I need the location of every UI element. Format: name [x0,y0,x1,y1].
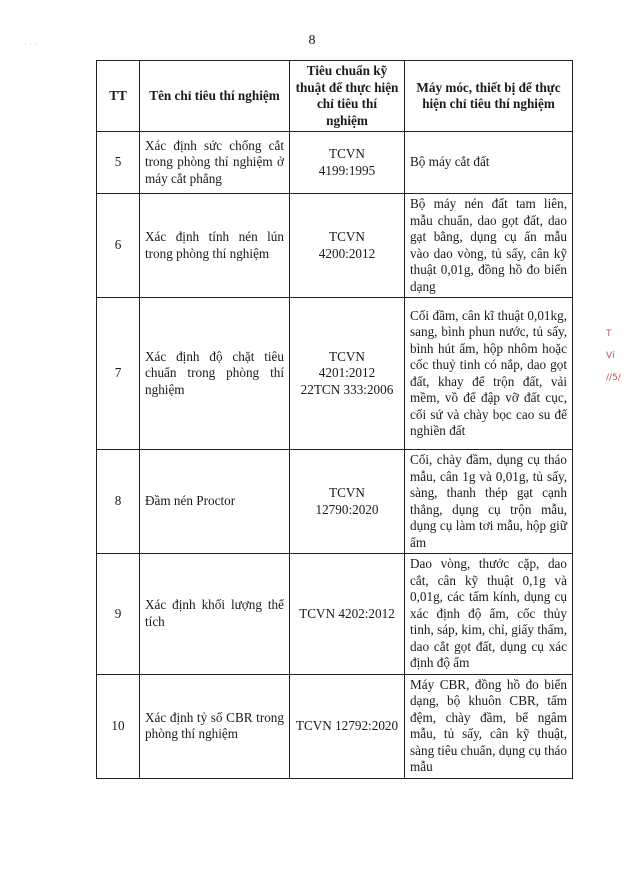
header-standard: Tiêu chuẩn kỹ thuật để thực hiện chỉ tiêu thí nghiệm [290,61,405,132]
row-test-name: Xác định khối lượng thể tích [140,554,290,675]
stamp-fragment: Ví [606,351,615,361]
header-equipment: Máy móc, thiết bị để thực hiện chỉ tiêu thí nghiệm [405,61,573,132]
row-test-name: Xác định tỷ số CBR trong phòng thí nghiệm [140,674,290,778]
row-equipment: Máy CBR, đồng hồ đo biến dạng, bộ khuôn CBR, tấm đệm, chày đầm, bể ngâm mẫu, tủ sấy, cân kỹ thuật, sàng tiêu chuẩn, dụng cụ tháo mẫu [405,674,573,778]
row-test-name: Xác định độ chặt tiêu chuẩn trong phòng thí nghiệm [140,298,290,450]
standard-line: TCVN 12792:2020 [295,717,399,733]
row-equipment: Dao vòng, thước cặp, dao cắt, cân kỹ thuật 0,1g và 0,01g, các tấm kính, dụng cụ xác định độ ẩm, cốc thủy tinh, sáp, kim, chỉ, giấy thấm, dao cắt gọt đất, dụng cụ xác định độ ẩm [405,554,573,675]
page-number: 8 [308,33,316,48]
table-row [97,298,573,450]
table-row [97,132,573,194]
standard-line: 12790:2020 [315,501,379,517]
row-standard [290,298,405,450]
margin-stamp [606,300,624,400]
row-standard [290,194,405,298]
row-tt: 8 [97,450,140,554]
row-tt: 9 [97,554,140,675]
row-test-name: Đầm nén Proctor [140,450,290,554]
table-row [97,554,573,675]
header-name: Tên chỉ tiêu thí nghiệm [140,61,290,132]
table-row [97,194,573,298]
row-standard [290,674,405,778]
table-row [97,674,573,778]
table-row [97,450,573,554]
standard-line: 4200:2012 [318,245,376,261]
standard-line: 22TCN 333:2006 [300,381,394,397]
stamp-fragment: //5/ [606,373,621,383]
standard-line: TCVN 4202:2012 [299,605,395,621]
row-equipment: Cối đầm, cân kĩ thuật 0,01kg, sang, bình phun nước, tủ sấy, bình hút ẩm, hộp nhôm hoặc cốc thuỷ tinh có nắp, dao gọt đất, khay để trộn đất, vải mềm, vồ để đập vỡ đất cục, cối sứ và chày bọc cao su để nghiền đất [405,298,573,450]
row-standard [290,554,405,675]
row-tt: 5 [97,132,140,194]
row-equipment: Cối, chày đầm, dụng cụ tháo mẫu, cân 1g và 0,01g, tủ sấy, sàng, thanh thép gạt cạnh thẳng, dụng cụ trộn mẫu, dụng cụ làm tơi mẫu, hộp giữ ẩm [405,450,573,554]
header-tt: TT [97,61,140,132]
standard-line: TCVN [329,348,365,364]
standard-line: TCVN [329,146,365,161]
stamp-fragment: T [606,329,612,339]
lab-test-table [96,60,573,779]
row-tt: 7 [97,298,140,450]
row-equipment: Bộ máy cắt đất [405,132,573,194]
row-test-name: Xác định sức chống cắt trong phòng thí nghiệm ở máy cắt phẳng [140,132,290,194]
scan-noise: · · · [24,40,37,49]
standard-line: TCVN [329,485,365,500]
row-standard [290,132,405,194]
row-tt: 6 [97,194,140,298]
table-header-row [97,61,573,132]
standard-line: TCVN [329,229,365,244]
row-equipment: Bộ máy nén đất tam liên, mẫu chuẩn, dao gọt đất, dao gạt bằng, dụng cụ ấn mẫu vào dao vòng, tủ sấy, cân kỹ thuật 0,01g, đồng hồ đo biến dạng [405,194,573,298]
row-standard [290,450,405,554]
standard-line: 4201:2012 [318,365,376,381]
row-tt: 10 [97,674,140,778]
row-test-name: Xác định tính nén lún trong phòng thí nghiệm [140,194,290,298]
standard-line: 4199:1995 [318,162,376,178]
